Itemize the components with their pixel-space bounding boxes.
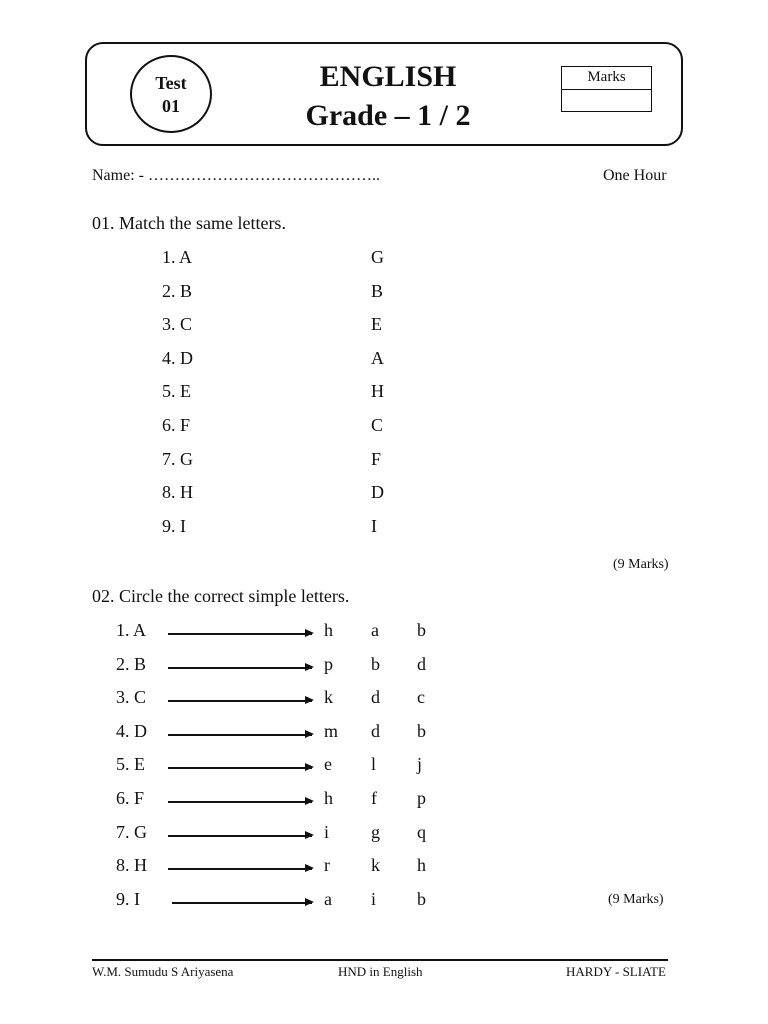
q1-right-item[interactable]: B [371,281,384,301]
q2-option[interactable]: b [417,620,426,640]
arrow-icon [168,767,312,769]
q2-prompt: 4. D [116,721,147,741]
q1-left-item[interactable]: 2. B [162,281,193,301]
q2-option[interactable]: i [324,822,330,842]
q2-option[interactable]: h [324,788,333,808]
q2-prompt: 2. B [116,654,147,674]
q1-left-item[interactable]: 8. H [162,482,193,502]
q2-option[interactable]: l [371,754,377,774]
arrow-icon [172,902,312,904]
q1-left-item[interactable]: 3. C [162,314,193,334]
q2-option[interactable]: h [324,620,333,640]
footer-author: W.M. Sumudu S Ariyasena [92,964,234,979]
duration: One Hour [603,167,667,184]
test-label: Test [155,73,187,93]
q2-prompt: 1. A [116,620,147,640]
footer-divider [92,959,668,961]
q1-left-item[interactable]: 7. G [162,449,193,469]
q1-right-item[interactable]: F [371,449,382,469]
q1-right-item[interactable]: H [371,381,384,401]
footer-institute: HARDY - SLIATE [566,964,666,979]
q2-option[interactable]: d [371,721,380,741]
q2-option[interactable]: d [417,654,426,674]
q1-left-item[interactable]: 5. E [162,381,191,401]
q1-right-item[interactable]: C [371,415,384,435]
q2-marks: (9 Marks) [608,892,664,907]
q2-option[interactable]: b [371,654,380,674]
marks-field[interactable] [562,90,651,112]
arrow-icon [168,868,312,870]
q2-question: 02. Circle the correct simple letters. [92,586,350,606]
arrow-icon [168,835,312,837]
q1-left-item[interactable]: 1. A [162,247,193,267]
q2-option[interactable]: g [371,822,380,842]
q2-option[interactable]: q [417,822,426,842]
q2-option[interactable]: m [324,721,339,741]
q2-option[interactable]: j [417,754,423,774]
q1-question: 01. Match the same letters. [92,213,286,233]
subject-title: ENGLISH [319,60,457,93]
q2-prompt: 5. E [116,754,145,774]
arrow-icon [168,734,312,736]
q2-prompt: 9. I [116,889,140,909]
q2-option[interactable]: e [324,754,332,774]
footer-course: HND in English [338,964,423,979]
q2-option[interactable]: b [417,721,426,741]
q2-option[interactable]: p [324,654,333,674]
title-block [268,58,508,136]
grade-title: Grade – 1 / 2 [305,99,471,132]
q1-right-item[interactable]: G [371,247,384,267]
marks-label: Marks [562,67,651,90]
q2-option[interactable]: i [371,889,377,909]
q2-option[interactable]: h [417,855,426,875]
q1-left-item[interactable]: 6. F [162,415,191,435]
q2-option[interactable]: a [324,889,332,909]
q2-option[interactable]: d [371,687,380,707]
q2-prompt: 7. G [116,822,147,842]
arrow-icon [168,667,312,669]
arrow-icon [168,633,312,635]
q2-option[interactable]: b [417,889,426,909]
q1-marks: (9 Marks) [613,557,669,572]
q2-option[interactable]: f [371,788,377,808]
arrow-icon [168,700,312,702]
test-badge [130,55,212,133]
q1-right-item[interactable]: I [371,516,377,536]
q1-left-item[interactable]: 9. I [162,516,186,536]
test-number: 01 [162,96,180,116]
q1-right-item[interactable]: A [371,348,384,368]
q1-right-item[interactable]: D [371,482,384,502]
q2-option[interactable]: k [324,687,333,707]
marks-box [561,66,652,112]
q2-option[interactable]: c [417,687,425,707]
q2-prompt: 3. C [116,687,147,707]
q2-option[interactable]: a [371,620,379,640]
q2-option[interactable]: k [371,855,380,875]
q2-prompt: 6. F [116,788,145,808]
q2-prompt: 8. H [116,855,147,875]
name-line: Name: - …………………………………….. [92,167,380,184]
q2-option[interactable]: p [417,788,426,808]
q1-right-item[interactable]: E [371,314,382,334]
arrow-icon [168,801,312,803]
q1-left-item[interactable]: 4. D [162,348,193,368]
q2-option[interactable]: r [324,855,330,875]
